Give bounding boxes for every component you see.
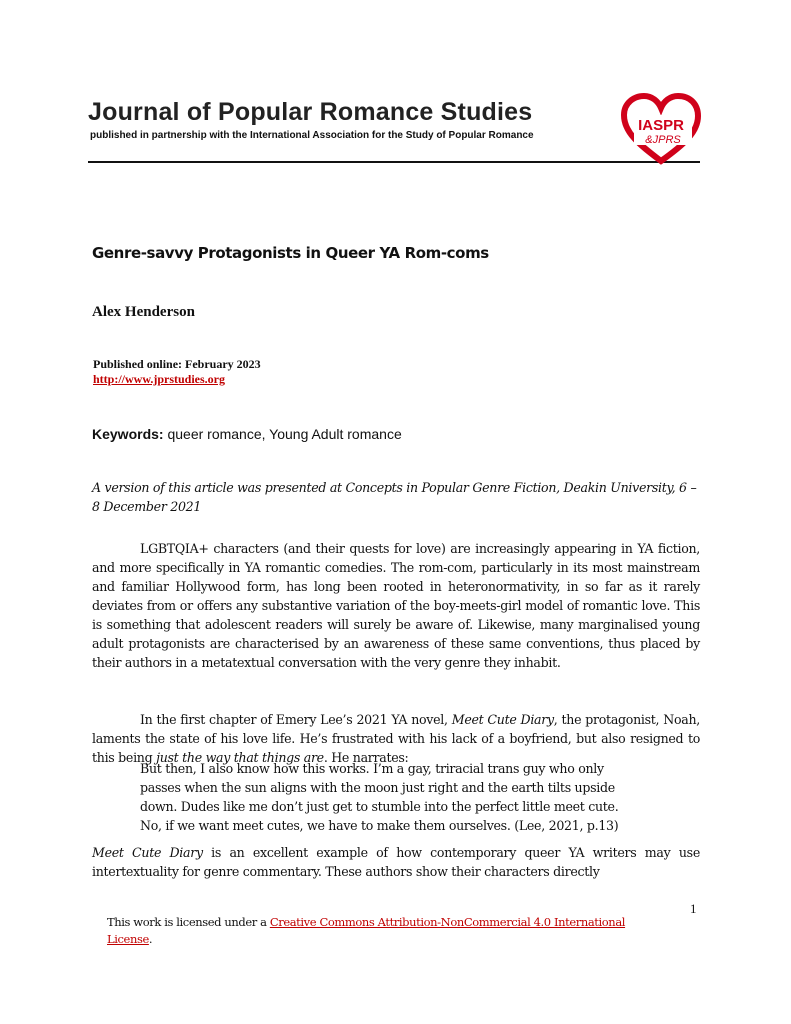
quote-line: But then, I also know how this works. I’m a gay, triracial trans guy who only xyxy=(140,761,604,776)
journal-title: Journal of Popular Romance Studies xyxy=(88,98,533,126)
logo-text-secondary: &JPRS xyxy=(645,134,681,146)
paragraph-2-text-a: In the first chapter of Emery Lee’s 2021 YA novel, xyxy=(140,712,452,727)
novel-title: Meet Cute Diary xyxy=(451,712,554,727)
body-paragraph-1: LGBTQIA+ characters (and their quests for love) are increasingly appearing in YA fiction, and more specifically in YA romantic comedies. The rom-com, particularly in its most mainstream and familiar Hollywood form, has long been rooted in heteronormativity, in so far as it rarely deviates from or offers any substantive variation of the boy-meets-girl model of romantic love. This is something that adolescent readers will surely be aware of. Likewise, many marginalised young adult protagonists are characterised by an awareness of these same conventions, thus placed by their authors in a metatextual conversation with the very genre they inhabit. xyxy=(92,541,700,670)
journal-subtitle: published in partnership with the International Association for the Study of Popular Romance xyxy=(90,130,534,141)
header-divider xyxy=(88,161,700,163)
keywords-values: queer romance, Young Adult romance xyxy=(163,426,402,442)
body-paragraph-3 xyxy=(92,843,700,881)
heart-logo-icon xyxy=(620,93,702,165)
quote-line: down. Dudes like me don’t just get to stumble into the perfect little meet cute. xyxy=(140,799,619,814)
paragraph-3-text: is an excellent example of how contemporary queer YA writers may use intertextuality for genre commentary. These authors show their characters directly xyxy=(92,845,700,879)
journal-url-link[interactable]: http://www.jprstudies.org xyxy=(93,372,226,386)
license-suffix: . xyxy=(148,932,153,946)
page-number: 1 xyxy=(690,901,697,916)
paragraph-2-text-b: , the protagonist, Noah, laments the state of his love life. He’s frustrated with his lack of a boyfriend, but also resigned to this being xyxy=(92,712,700,765)
article-author: Alex Henderson xyxy=(92,304,195,320)
quote-line: No, if we want meet cutes, we have to make them ourselves. (Lee, 2021, p.13) xyxy=(140,818,619,833)
license-notice xyxy=(107,914,627,948)
license-link[interactable]: Creative Commons Attribution-NonCommercial 4.0 International License xyxy=(107,915,626,946)
emphasis-phrase: just the way that things are xyxy=(156,750,324,765)
license-prefix: This work is licensed under a xyxy=(107,915,270,929)
presentation-note: A version of this article was presented at Concepts in Popular Genre Fiction, Deakin University, 6 – 8 December 2021 xyxy=(92,480,697,514)
keywords-line xyxy=(92,426,402,442)
paragraph-2-text-c: . He narrates: xyxy=(323,750,409,765)
novel-title: Meet Cute Diary xyxy=(92,845,203,860)
publication-date: Published online: February 2023 xyxy=(93,357,261,371)
quote-line: passes when the sun aligns with the moon just right and the earth tilts upside xyxy=(140,780,615,795)
keywords-label: Keywords: xyxy=(92,426,164,442)
logo-text-primary: IASPR xyxy=(638,117,684,134)
article-title: Genre-savvy Protagonists in Queer YA Rom-coms xyxy=(92,244,489,262)
block-quote xyxy=(140,759,680,835)
